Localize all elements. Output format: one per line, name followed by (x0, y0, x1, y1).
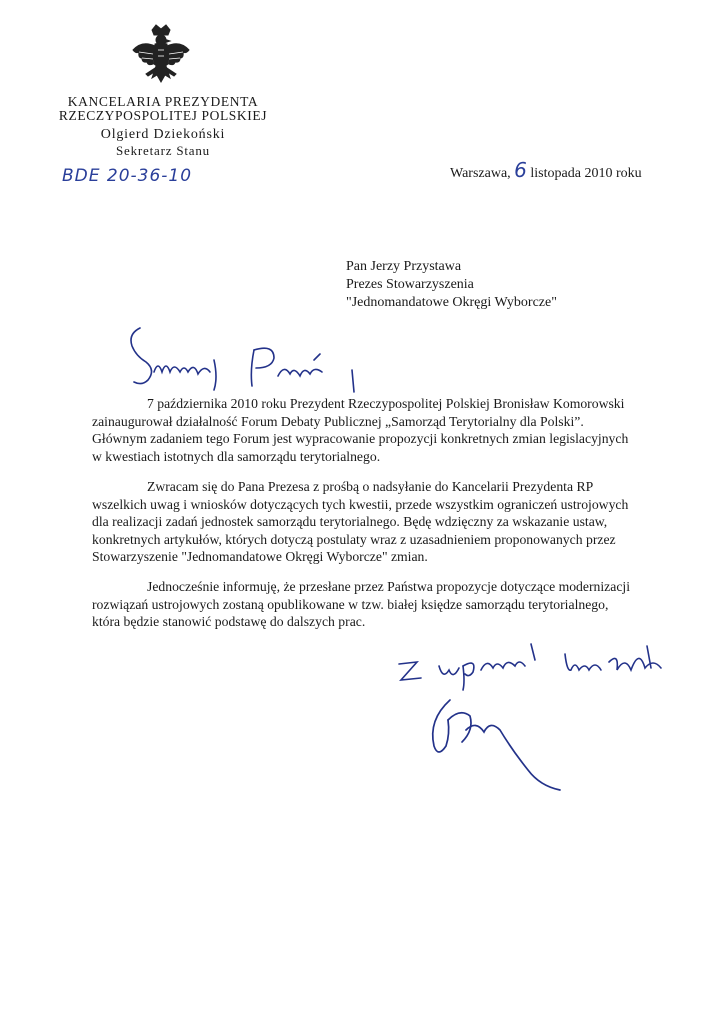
recipient-name: Pan Jerzy Przystawa (346, 259, 462, 274)
date-month-year: listopada 2010 roku (530, 166, 642, 181)
sender-title: Sekretarz Stanu (116, 143, 210, 158)
paragraph-line: wszelkich uwag i wniosków dotyczących tych kwestii, przede wszystkim ograniczeń ustrojowych (92, 496, 629, 512)
paragraph-line: która będzie stanowić podstawę do dalszych prac. (92, 614, 366, 629)
sender-name: Olgierd Dziekoński (100, 127, 226, 142)
handwritten-salutation (118, 320, 368, 400)
body-paragraph-3 (92, 578, 632, 631)
handwritten-closing (395, 632, 685, 692)
recipient-position: Prezes Stowarzyszenia (346, 277, 474, 292)
paragraph-line: Głównym zadaniem tego Forum jest wypracowanie propozycji konkretnych zmian legislacyjnych (92, 431, 629, 446)
paragraph-line: 7 października 2010 roku Prezydent Rzeczypospolitej Polskiej Bronisław Komorowski (147, 396, 625, 411)
body-paragraph-1 (92, 395, 632, 465)
recipient-address (346, 258, 557, 312)
polish-eagle-emblem-icon (130, 22, 192, 92)
paragraph-line: Jednocześnie informuję, że przesłane przez Państwa propozycje dotyczące modernizacji (147, 579, 631, 594)
paragraph-line: konkretnych artykułów, których dotyczą postulaty wraz z uzasadnieniem proponowanych przez (92, 531, 616, 547)
institution-name-line1: KANCELARIA PREZYDENTA (67, 94, 259, 109)
recipient-organization: "Jednomandatowe Okręgi Wyborcze" (346, 295, 557, 310)
paragraph-line: w kwestiach istotnych dla samorządu terytorialnego. (92, 448, 381, 464)
reference-number: BDE 20-36-10 (62, 166, 193, 186)
signature (420, 690, 580, 800)
paragraph-line: Zwracam się do Pana Prezesa z prośbą o nadsyłanie do Kancelarii Prezydenta RP (147, 479, 594, 494)
institution-name-line2: RZECZYPOSPOLITEJ POLSKIEJ (58, 108, 268, 123)
body-paragraph-2 (92, 478, 632, 566)
paragraph-line: zainaugurował działalność Forum Debaty Publicznej „Samorząd Terytorialny dla Polski”. (92, 413, 584, 429)
paragraph-line: dla realizacji zadań jednostek samorządu terytorialnego. Będę wdzięczny za wskazanie ustaw, (92, 514, 608, 529)
letter-date (450, 158, 642, 182)
date-place: Warszawa, (450, 166, 511, 181)
date-day: 6 (514, 158, 527, 182)
paragraph-line: Stowarzyszenie "Jednomandatowe Okręgi Wyborcze" zmian. (92, 549, 428, 564)
paragraph-line: rozwiązań ustrojowych zostaną opublikowane w tzw. białej księdze samorządu terytorialnego, (92, 596, 609, 612)
